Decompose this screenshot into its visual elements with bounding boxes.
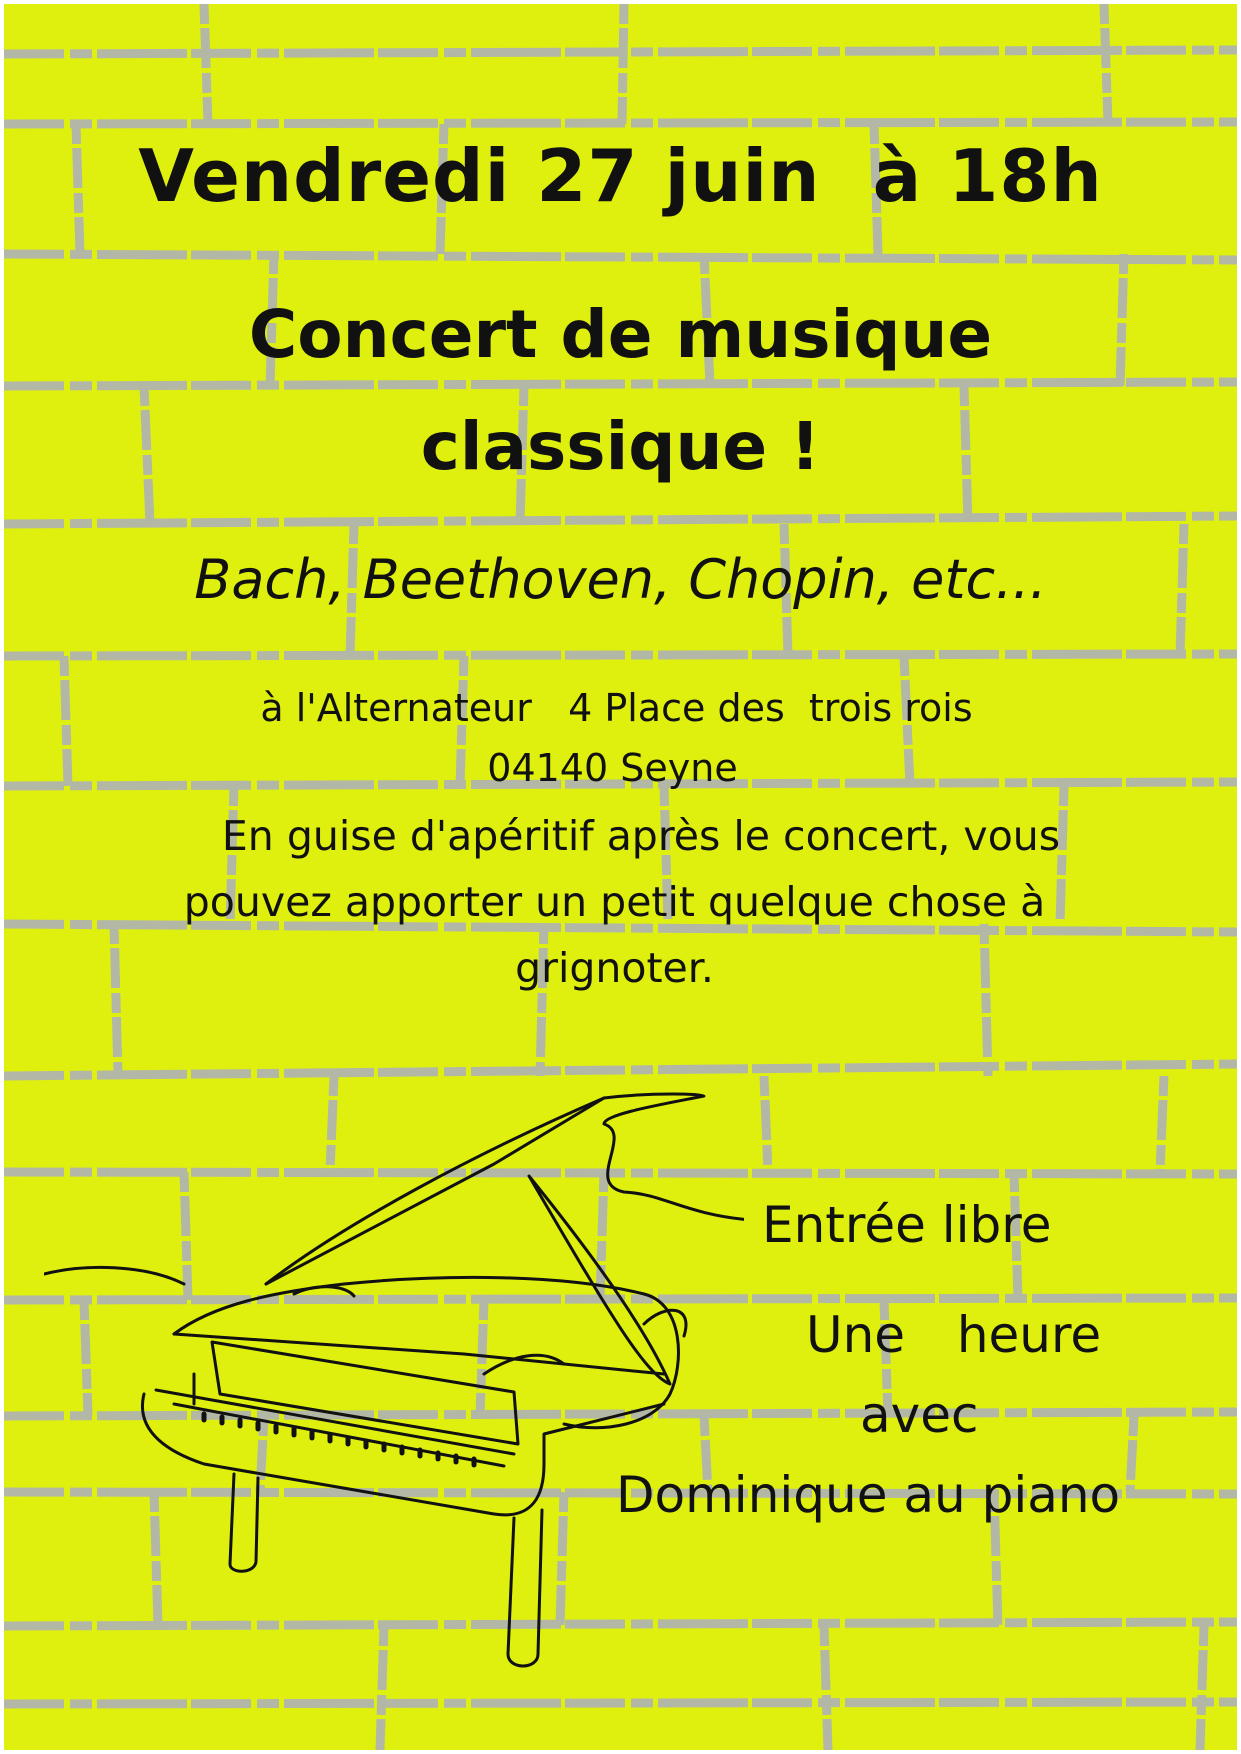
performer-text: Dominique au piano (616, 1466, 1121, 1524)
venue-address: à l'Alternateur 4 Place des trois rois (260, 686, 973, 730)
free-entry: Entrée libre (762, 1196, 1052, 1254)
duration-text: Une heure (806, 1306, 1102, 1364)
with-text: avec (860, 1386, 979, 1444)
aperitif-info-line-2: pouvez apporter un petit quelque chose à (183, 878, 1046, 926)
composers-list: Bach, Beethoven, Chopin, etc... (194, 548, 1047, 611)
grand-piano-icon (44, 1074, 744, 1674)
event-title-line-2: classique ! (420, 408, 821, 485)
event-date: Vendredi 27 juin à 18h (138, 134, 1103, 218)
event-title-line-1: Concert de musique (248, 296, 993, 373)
venue-postcode-city: 04140 Seyne (487, 746, 738, 790)
aperitif-info-line-1: En guise d'apéritif après le concert, vous (208, 812, 1061, 860)
concert-poster (4, 4, 1237, 1750)
aperitif-info-line-3: grignoter. (515, 944, 714, 992)
